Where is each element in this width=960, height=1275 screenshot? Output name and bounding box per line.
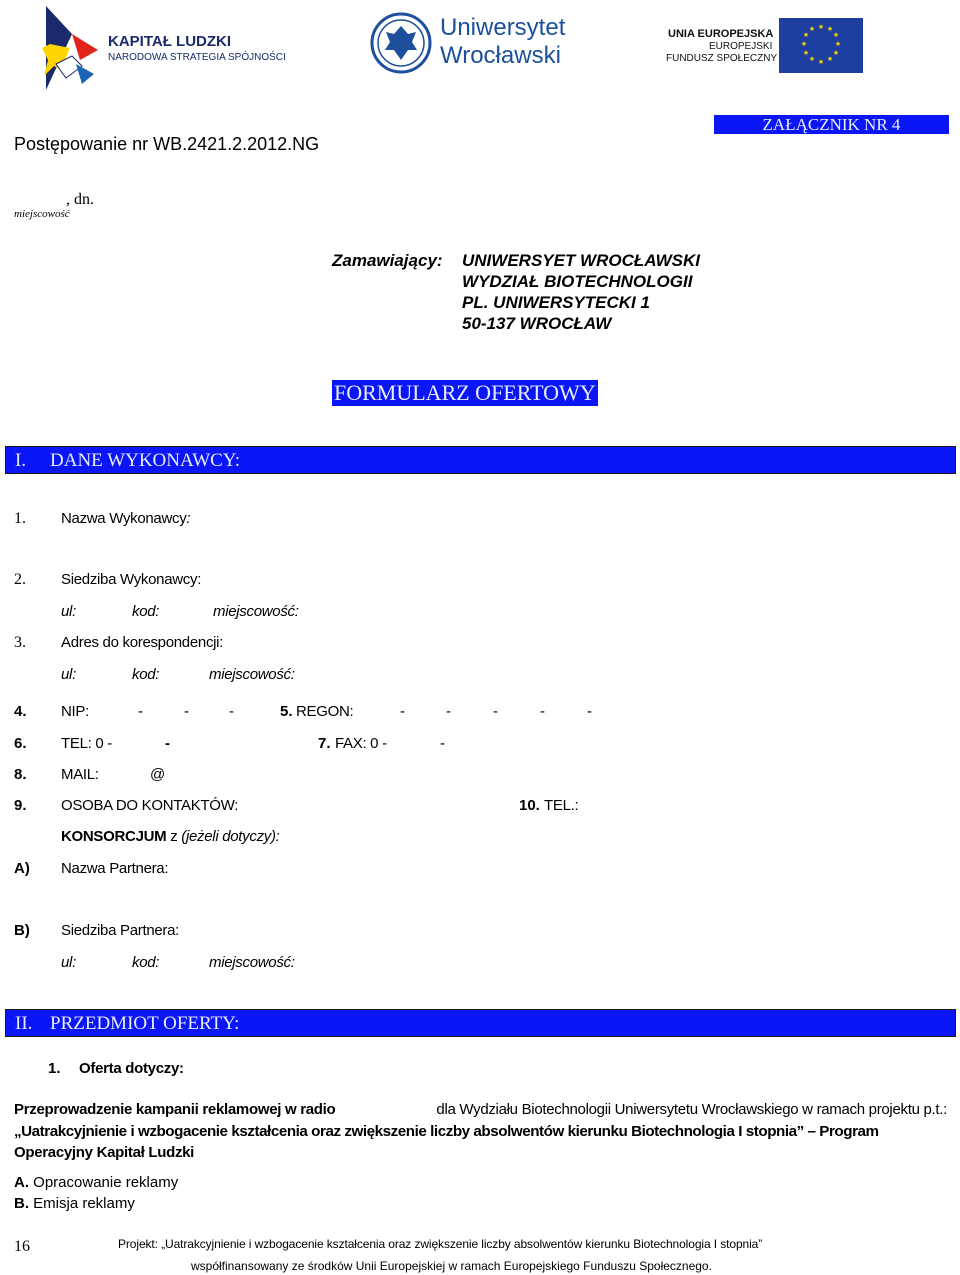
field-9-number: 9. xyxy=(14,797,27,814)
uwr-crest-icon xyxy=(370,12,432,79)
footer-project-line: Projekt: „Uatrakcyjnienie i wzbogacenie kształcenia oraz zwiększenie liczby absolwentów kierunku Biotechnologia I stopnia” xyxy=(118,1237,763,1251)
kapital-ludzki-title: KAPITAŁ LUDZKI xyxy=(108,33,232,50)
orderer-label: Zamawiający: xyxy=(332,251,443,270)
partner-a-number: A) xyxy=(14,860,30,877)
footer-funding-line: współfinansowany ze środków Unii Europejskiej w ramach Europejskiego Funduszu Społecznego. xyxy=(191,1259,712,1273)
regon-dash-5: - xyxy=(587,703,592,720)
orderer-line-1: UNIWERSYET WROCŁAWSKI xyxy=(462,251,700,270)
field-4-number: 4. xyxy=(14,703,27,720)
svg-text:★: ★ xyxy=(817,58,825,66)
offer-description-line-3: Operacyjny Kapitał Ludzki xyxy=(14,1144,195,1161)
kapital-ludzki-star-icon xyxy=(42,4,102,92)
section-2-number: II. xyxy=(15,1013,33,1034)
field-8-number: 8. xyxy=(14,766,27,783)
offer-subitem-a-text: Opracowanie reklamy xyxy=(33,1174,179,1191)
section-1-title: DANE WYKONAWCY: xyxy=(50,450,241,471)
field-9-label: OSOBA DO KONTAKTÓW: xyxy=(61,797,239,814)
field-1-label xyxy=(61,510,190,527)
field-3-city-label: miejscowość: xyxy=(209,666,295,683)
field-6-number: 6. xyxy=(14,735,27,752)
svg-text:★: ★ xyxy=(832,31,840,39)
nip-dash-1: - xyxy=(138,703,143,720)
field-4-label: NIP: xyxy=(61,703,89,720)
form-title: FORMULARZ OFERTOWY xyxy=(334,380,596,405)
field-3-number: 3. xyxy=(14,634,26,651)
regon-dash-3: - xyxy=(493,703,498,720)
offer-item-label: Oferta dotyczy: xyxy=(79,1060,184,1077)
section-2-title: PRZEDMIOT OFERTY: xyxy=(50,1013,240,1034)
orderer-line-3: PL. UNIWERSYTECKI 1 xyxy=(462,293,650,312)
svg-text:★: ★ xyxy=(826,55,834,63)
ue-title: UNIA EUROPEJSKA xyxy=(668,28,774,40)
consortium-note: (jeżeli dotyczy): xyxy=(181,828,280,845)
section-1-number: I. xyxy=(15,450,27,471)
field-2-street-label: ul: xyxy=(61,603,76,620)
partner-b-number: B) xyxy=(14,922,30,939)
section-1-header xyxy=(5,446,956,474)
field-2-label: Siedziba Wykonawcy: xyxy=(61,571,202,588)
annex-label: ZAŁĄCZNIK NR 4 xyxy=(714,115,949,134)
svg-text:★: ★ xyxy=(800,40,808,48)
svg-text:★: ★ xyxy=(817,23,825,31)
tel-dash: - xyxy=(165,735,170,752)
field-2-postcode-label: kod: xyxy=(132,603,160,620)
place-date: , dn. xyxy=(66,191,94,208)
field-6-label: TEL: 0 - xyxy=(61,735,112,752)
field-2-city-label: miejscowość: xyxy=(213,603,299,620)
field-10-label: TEL.: xyxy=(544,797,579,814)
offer-description-line-1 xyxy=(14,1101,947,1118)
partner-b-street-label: ul: xyxy=(61,954,76,971)
page-number: 16 xyxy=(14,1238,30,1255)
field-1-label-text: Nazwa Wykonawcy xyxy=(61,510,187,527)
field-5-number: 5. xyxy=(280,703,293,720)
orderer-line-4: 50-137 WROCŁAW xyxy=(462,314,612,333)
regon-dash-4: - xyxy=(540,703,545,720)
nip-dash-2: - xyxy=(184,703,189,720)
svg-text:★: ★ xyxy=(808,25,816,33)
orderer-line-2: WYDZIAŁ BIOTECHNOLOGII xyxy=(462,272,693,291)
offer-subitem-a-letter: A. xyxy=(14,1174,29,1191)
offer-item-number: 1. xyxy=(48,1060,61,1077)
field-8-label: MAIL: xyxy=(61,766,99,783)
partner-b-city-label: miejscowość: xyxy=(209,954,295,971)
ue-subtitle-2: FUNDUSZ SPOŁECZNY xyxy=(666,53,778,64)
svg-text:★: ★ xyxy=(808,55,816,63)
field-7-number: 7. xyxy=(318,735,331,752)
offer-description-bold: Przeprowadzenie kampanii reklamowej w radio xyxy=(14,1101,336,1118)
kapital-ludzki-logo xyxy=(42,4,102,97)
offer-subitem-b xyxy=(14,1195,135,1212)
svg-text:★: ★ xyxy=(832,49,840,57)
mail-at-sign: @ xyxy=(150,766,166,783)
partner-b-postcode-label: kod: xyxy=(132,954,160,971)
ue-subtitle-1: EUROPEJSKI xyxy=(709,41,773,52)
uwr-name-line2: Wrocławski xyxy=(440,42,561,69)
offer-subitem-b-text: Emisja reklamy xyxy=(33,1195,135,1212)
consortium-z: z xyxy=(166,828,182,845)
offer-subitem-b-letter: B. xyxy=(14,1195,29,1212)
fax-dash: - xyxy=(440,735,445,752)
offer-subitem-a xyxy=(14,1174,178,1191)
field-3-street-label: ul: xyxy=(61,666,76,683)
partner-b-label: Siedziba Partnera: xyxy=(61,922,180,939)
consortium-line xyxy=(61,828,280,845)
section-2-header xyxy=(5,1009,956,1037)
field-5-label: REGON: xyxy=(296,703,354,720)
regon-dash-2: - xyxy=(446,703,451,720)
svg-text:★: ★ xyxy=(802,31,810,39)
consortium-bold: KONSORCJUM xyxy=(61,828,167,845)
partner-a-label: Nazwa Partnera: xyxy=(61,860,169,877)
field-10-number: 10. xyxy=(519,797,540,814)
proceeding-number xyxy=(14,134,319,155)
proceeding-text: Postępowanie nr WB.2421.2.2012.NG xyxy=(14,134,320,154)
svg-text:★: ★ xyxy=(834,40,842,48)
field-1-colon: : xyxy=(186,510,191,527)
eu-flag-icon xyxy=(779,18,863,78)
nip-dash-3: - xyxy=(229,703,234,720)
offer-description-rest: dla Wydziału Biotechnologii Uniwersytetu Wrocławskiego w ramach projektu p.t.: xyxy=(436,1101,947,1118)
field-7-label: FAX: 0 - xyxy=(335,735,387,752)
field-3-postcode-label: kod: xyxy=(132,666,160,683)
regon-dash-1: - xyxy=(400,703,405,720)
uwr-name-line1: Uniwersytet xyxy=(440,14,566,41)
field-1-number: 1. xyxy=(14,510,26,527)
place-hint: miejscowość xyxy=(14,208,70,220)
svg-text:★: ★ xyxy=(802,49,810,57)
kapital-ludzki-subtitle: NARODOWA STRATEGIA SPÓJNOŚCI xyxy=(108,52,286,63)
field-3-label: Adres do korespondencji: xyxy=(61,634,224,651)
offer-description-line-2: „Uatrakcyjnienie i wzbogacenie kształcenia oraz zwiększenie liczby absolwentów kierunku Biotechnologia I stopnia” – Program xyxy=(14,1123,879,1140)
svg-text:★: ★ xyxy=(826,25,834,33)
field-2-number: 2. xyxy=(14,571,26,588)
